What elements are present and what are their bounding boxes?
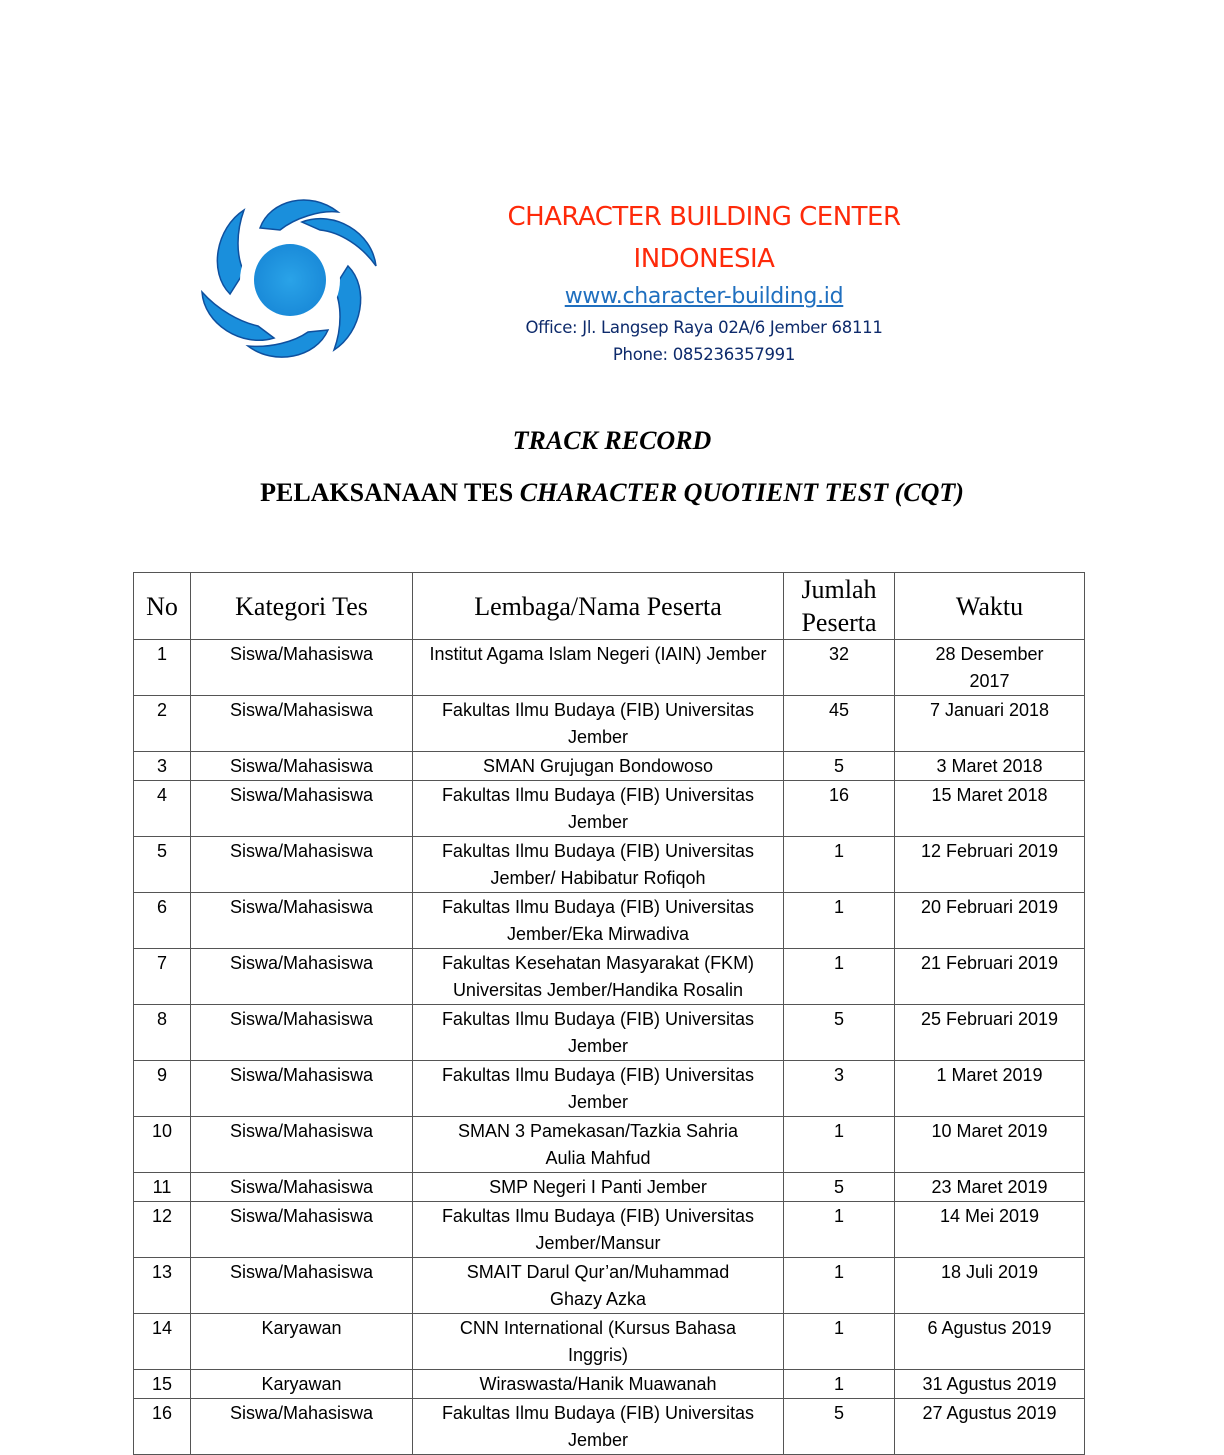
table-row: [134, 1370, 1085, 1399]
cell-kategori: Siswa/Mahasiswa: [191, 1202, 413, 1258]
cell-jumlah: 1: [784, 1370, 895, 1399]
cell-kategori: Siswa/Mahasiswa: [191, 837, 413, 893]
cell-jumlah: 32: [784, 640, 895, 696]
table-row: [134, 837, 1085, 893]
cell-waktu: 14 Mei 2019: [895, 1202, 1085, 1258]
cell-kategori: Siswa/Mahasiswa: [191, 1005, 413, 1061]
cell-kategori: Siswa/Mahasiswa: [191, 949, 413, 1005]
cell-kategori: Siswa/Mahasiswa: [191, 781, 413, 837]
subtitle-regular: PELAKSANAAN TES: [260, 478, 520, 507]
cell-lembaga: Fakultas Ilmu Budaya (FIB) Universitas Jember/Eka Mirwadiva: [413, 893, 784, 949]
table-row: [134, 696, 1085, 752]
cell-jumlah: 5: [784, 1173, 895, 1202]
cell-lembaga: Fakultas Ilmu Budaya (FIB) Universitas Jember/ Habibatur Rofiqoh: [413, 837, 784, 893]
cell-waktu: 31 Agustus 2019: [895, 1370, 1085, 1399]
cell-jumlah: 5: [784, 1399, 895, 1455]
cell-kategori: Siswa/Mahasiswa: [191, 1117, 413, 1173]
cell-no: 3: [134, 752, 191, 781]
cell-kategori: Siswa/Mahasiswa: [191, 1173, 413, 1202]
cell-waktu: 10 Maret 2019: [895, 1117, 1085, 1173]
header-jumlah: [784, 573, 895, 640]
header-kategori: Kategori Tes: [191, 573, 413, 640]
flower-swirl-logo-icon: [198, 196, 382, 364]
cell-no: 9: [134, 1061, 191, 1117]
cell-jumlah: 1: [784, 1117, 895, 1173]
document-subtitle: [0, 474, 1224, 512]
table-header-row: [134, 573, 1085, 640]
cell-no: 6: [134, 893, 191, 949]
cell-no: 10: [134, 1117, 191, 1173]
cell-kategori: Siswa/Mahasiswa: [191, 640, 413, 696]
cell-jumlah: 45: [784, 696, 895, 752]
phone-number: Phone: 085236357991: [612, 345, 796, 364]
cell-jumlah: 1: [784, 893, 895, 949]
header-waktu: Waktu: [895, 573, 1085, 640]
table-row: [134, 1258, 1085, 1314]
table-row: [134, 1202, 1085, 1258]
cell-lembaga: SMAN 3 Pamekasan/Tazkia Sahria Aulia Mahfud: [413, 1117, 784, 1173]
cell-waktu: 20 Februari 2019: [895, 893, 1085, 949]
table-row: [134, 949, 1085, 1005]
cell-jumlah: 1: [784, 837, 895, 893]
cell-no: 4: [134, 781, 191, 837]
cell-waktu: 23 Maret 2019: [895, 1173, 1085, 1202]
cell-no: 12: [134, 1202, 191, 1258]
cell-no: 7: [134, 949, 191, 1005]
cell-jumlah: 1: [784, 949, 895, 1005]
cell-jumlah: 1: [784, 1258, 895, 1314]
table-row: [134, 1005, 1085, 1061]
cell-kategori: Siswa/Mahasiswa: [191, 1061, 413, 1117]
cell-kategori: Siswa/Mahasiswa: [191, 893, 413, 949]
table-row: [134, 1314, 1085, 1370]
table-row: [134, 1173, 1085, 1202]
cell-lembaga: CNN International (Kursus Bahasa Inggris): [413, 1314, 784, 1370]
cell-no: 14: [134, 1314, 191, 1370]
cell-lembaga: Fakultas Ilmu Budaya (FIB) Universitas Jember: [413, 1399, 784, 1455]
cell-waktu: 27 Agustus 2019: [895, 1399, 1085, 1455]
website-link[interactable]: www.character-building.id: [564, 284, 844, 309]
cell-lembaga: Fakultas Ilmu Budaya (FIB) Universitas Jember/Mansur: [413, 1202, 784, 1258]
table-row: [134, 1399, 1085, 1455]
office-address: Office: Jl. Langsep Raya 02A/6 Jember 68111: [525, 318, 883, 337]
cell-no: 5: [134, 837, 191, 893]
cell-waktu: 25 Februari 2019: [895, 1005, 1085, 1061]
cell-kategori: Siswa/Mahasiswa: [191, 1399, 413, 1455]
table-row: [134, 1061, 1085, 1117]
cell-jumlah: 5: [784, 1005, 895, 1061]
table-row: [134, 781, 1085, 837]
cell-kategori: Karyawan: [191, 1314, 413, 1370]
subtitle-italic: CHARACTER QUOTIENT TEST (CQT): [519, 478, 964, 507]
header-no: No: [134, 573, 191, 640]
org-name-line-2: INDONESIA: [633, 244, 775, 274]
cell-no: 15: [134, 1370, 191, 1399]
cell-lembaga: Fakultas Kesehatan Masyarakat (FKM) Universitas Jember/Handika Rosalin: [413, 949, 784, 1005]
table-row: [134, 893, 1085, 949]
cell-lembaga: SMAN Grujugan Bondowoso: [413, 752, 784, 781]
letterhead: [470, 196, 938, 368]
track-record-table: [133, 572, 1085, 1455]
cell-waktu: 1 Maret 2019: [895, 1061, 1085, 1117]
table-row: [134, 1117, 1085, 1173]
cell-lembaga: Fakultas Ilmu Budaya (FIB) Universitas Jember: [413, 696, 784, 752]
cell-kategori: Siswa/Mahasiswa: [191, 696, 413, 752]
cell-no: 1: [134, 640, 191, 696]
table-row: [134, 640, 1085, 696]
cell-waktu: 15 Maret 2018: [895, 781, 1085, 837]
cell-no: 13: [134, 1258, 191, 1314]
cell-waktu: 18 Juli 2019: [895, 1258, 1085, 1314]
cell-jumlah: 5: [784, 752, 895, 781]
cell-lembaga: SMAIT Darul Qur’an/Muhammad Ghazy Azka: [413, 1258, 784, 1314]
cell-kategori: Siswa/Mahasiswa: [191, 1258, 413, 1314]
cell-no: 11: [134, 1173, 191, 1202]
cell-lembaga: Wiraswasta/Hanik Muawanah: [413, 1370, 784, 1399]
cell-no: 8: [134, 1005, 191, 1061]
cell-waktu: 6 Agustus 2019: [895, 1314, 1085, 1370]
cell-waktu: 7 Januari 2018: [895, 696, 1085, 752]
cell-no: 2: [134, 696, 191, 752]
cell-jumlah: 16: [784, 781, 895, 837]
cell-jumlah: 1: [784, 1314, 895, 1370]
cell-no: 16: [134, 1399, 191, 1455]
cell-jumlah: 1: [784, 1202, 895, 1258]
cell-lembaga: Fakultas Ilmu Budaya (FIB) Universitas Jember: [413, 1061, 784, 1117]
cell-lembaga: SMP Negeri I Panti Jember: [413, 1173, 784, 1202]
header-jumlah-line-1: Jumlah: [801, 575, 877, 604]
cell-lembaga: Institut Agama Islam Negeri (IAIN) Jember: [413, 640, 784, 696]
org-name-line-1: CHARACTER BUILDING CENTER: [507, 202, 901, 232]
cell-jumlah: 3: [784, 1061, 895, 1117]
document-title: TRACK RECORD: [512, 426, 712, 455]
cell-waktu: 28 Desember 2017: [895, 640, 1085, 696]
table-row: [134, 752, 1085, 781]
cell-lembaga: Fakultas Ilmu Budaya (FIB) Universitas Jember: [413, 1005, 784, 1061]
header-jumlah-line-2: Peserta: [801, 608, 877, 637]
header-lembaga: Lembaga/Nama Peserta: [413, 573, 784, 640]
cell-waktu: 12 Februari 2019: [895, 837, 1085, 893]
cell-kategori: Siswa/Mahasiswa: [191, 752, 413, 781]
cell-kategori: Karyawan: [191, 1370, 413, 1399]
cell-lembaga: Fakultas Ilmu Budaya (FIB) Universitas Jember: [413, 781, 784, 837]
cell-waktu: 3 Maret 2018: [895, 752, 1085, 781]
cell-waktu: 21 Februari 2019: [895, 949, 1085, 1005]
